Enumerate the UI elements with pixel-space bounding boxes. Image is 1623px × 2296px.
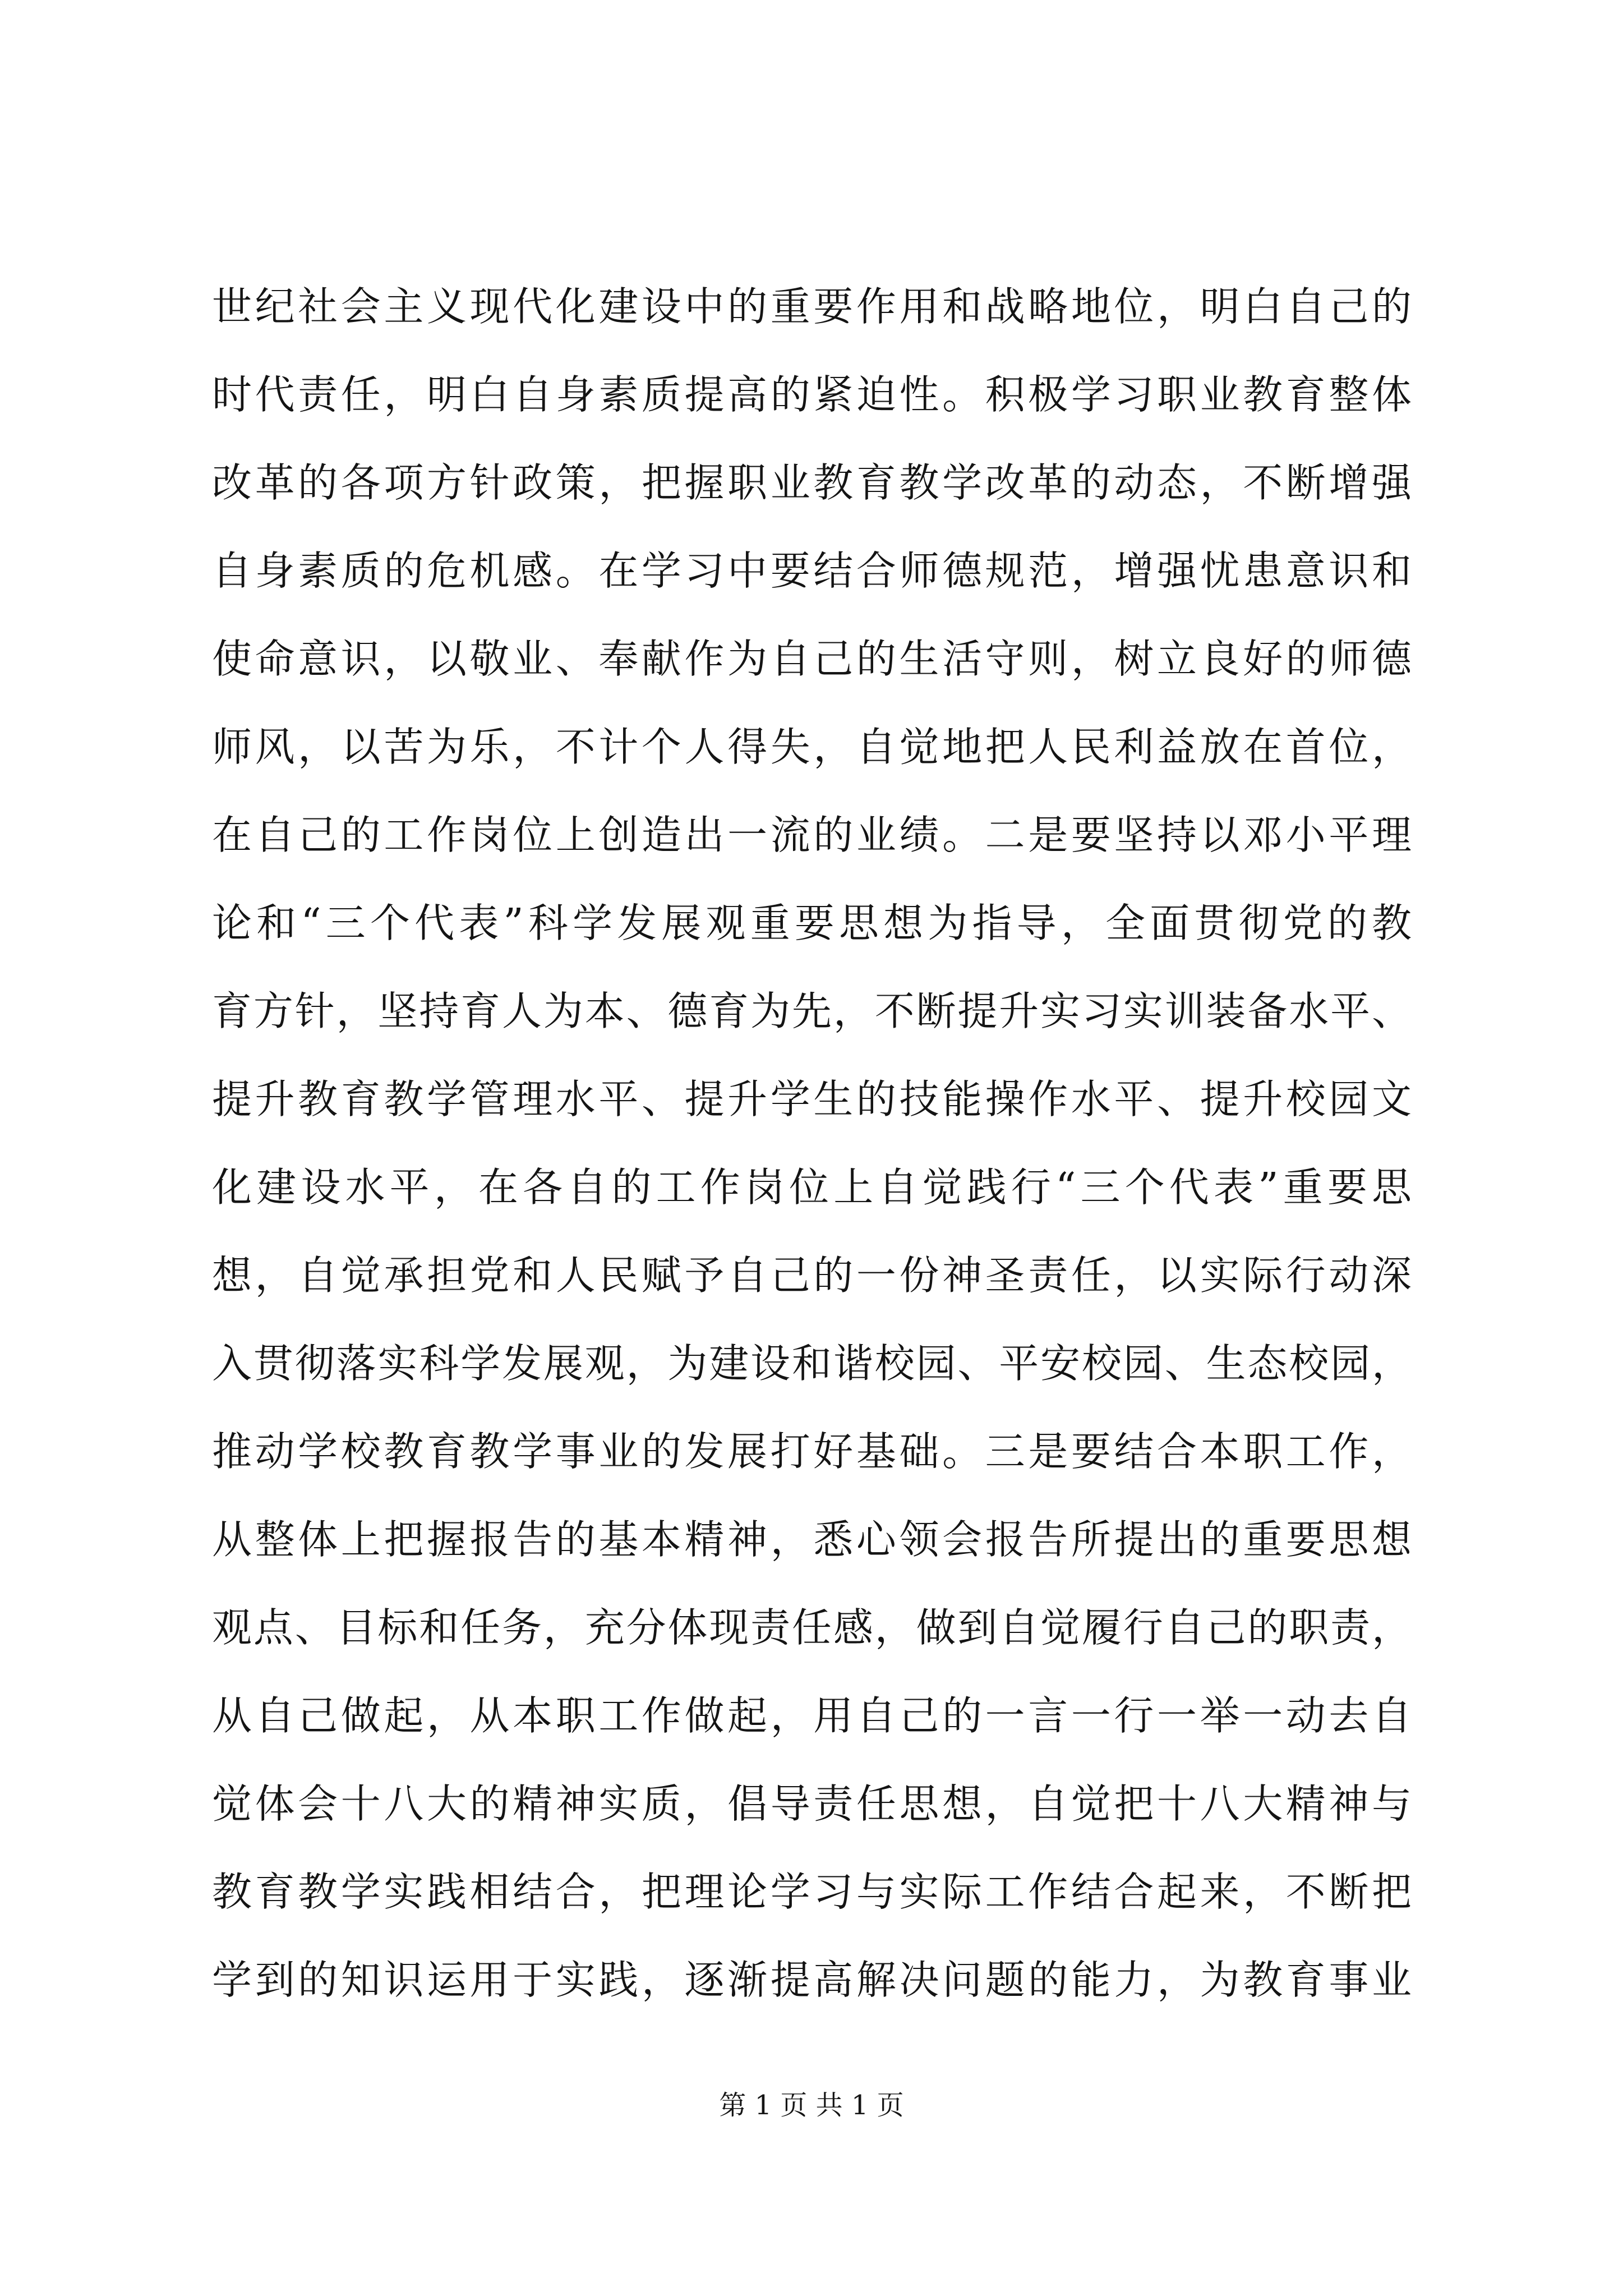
text-line: 提升教育教学管理水平、提升学生的技能操作水平、提升校园文 — [212, 1076, 1412, 1122]
page-footer: 第 1 页 共 1 页 — [719, 2090, 904, 2121]
text-line: 观点、目标和任务，充分体现责任感，做到自觉履行自己的职责， — [212, 1604, 1412, 1651]
text-line: 学到的知识运用于实践，逐渐提高解决问题的能力，为教育事业 — [212, 1957, 1412, 2003]
text-line: 自身素质的危机感。在学习中要结合师德规范，增强忧患意识和 — [212, 547, 1412, 594]
text-line: 入贯彻落实科学发展观，为建设和谐校园、平安校园、生态校园， — [212, 1340, 1412, 1387]
text-line: 从自己做起，从本职工作做起，用自己的一言一行一举一动去自 — [212, 1692, 1412, 1739]
text-line: 从整体上把握报告的基本精神，悉心领会报告所提出的重要思想 — [212, 1516, 1412, 1563]
text-line: 使命意识，以敬业、奉献作为自己的生活守则，树立良好的师德 — [212, 636, 1412, 682]
text-line: 在自己的工作岗位上创造出一流的业绩。二是要坚持以邓小平理 — [212, 812, 1412, 858]
text-line: 化建设水平，在各自的工作岗位上自觉践行“三个代表”重要思 — [212, 1164, 1412, 1211]
text-line: 想，自觉承担党和人民赋予自己的一份神圣责任，以实际行动深 — [212, 1252, 1412, 1299]
text-line: 改革的各项方针政策，把握职业教育教学改革的动态，不断增强 — [212, 459, 1412, 506]
body-text — [212, 263, 1412, 2024]
text-line: 推动学校教育教学事业的发展打好基础。三是要结合本职工作， — [212, 1428, 1412, 1475]
text-line: 时代责任，明白自身素质提高的紧迫性。积极学习职业教育整体 — [212, 371, 1412, 418]
text-line: 觉体会十八大的精神实质，倡导责任思想，自觉把十八大精神与 — [212, 1780, 1412, 1827]
text-line: 世纪社会主义现代化建设中的重要作用和战略地位，明白自己的 — [212, 283, 1412, 330]
text-line: 育方针，坚持育人为本、德育为先，不断提升实习实训装备水平、 — [212, 988, 1412, 1034]
text-line: 论和“三个代表”科学发展观重要思想为指导，全面贯彻党的教 — [212, 900, 1412, 946]
text-line: 教育教学实践相结合，把理论学习与实际工作结合起来，不断把 — [212, 1869, 1412, 1915]
text-line: 师风，以苦为乐，不计个人得失，自觉地把人民利益放在首位， — [212, 724, 1412, 770]
